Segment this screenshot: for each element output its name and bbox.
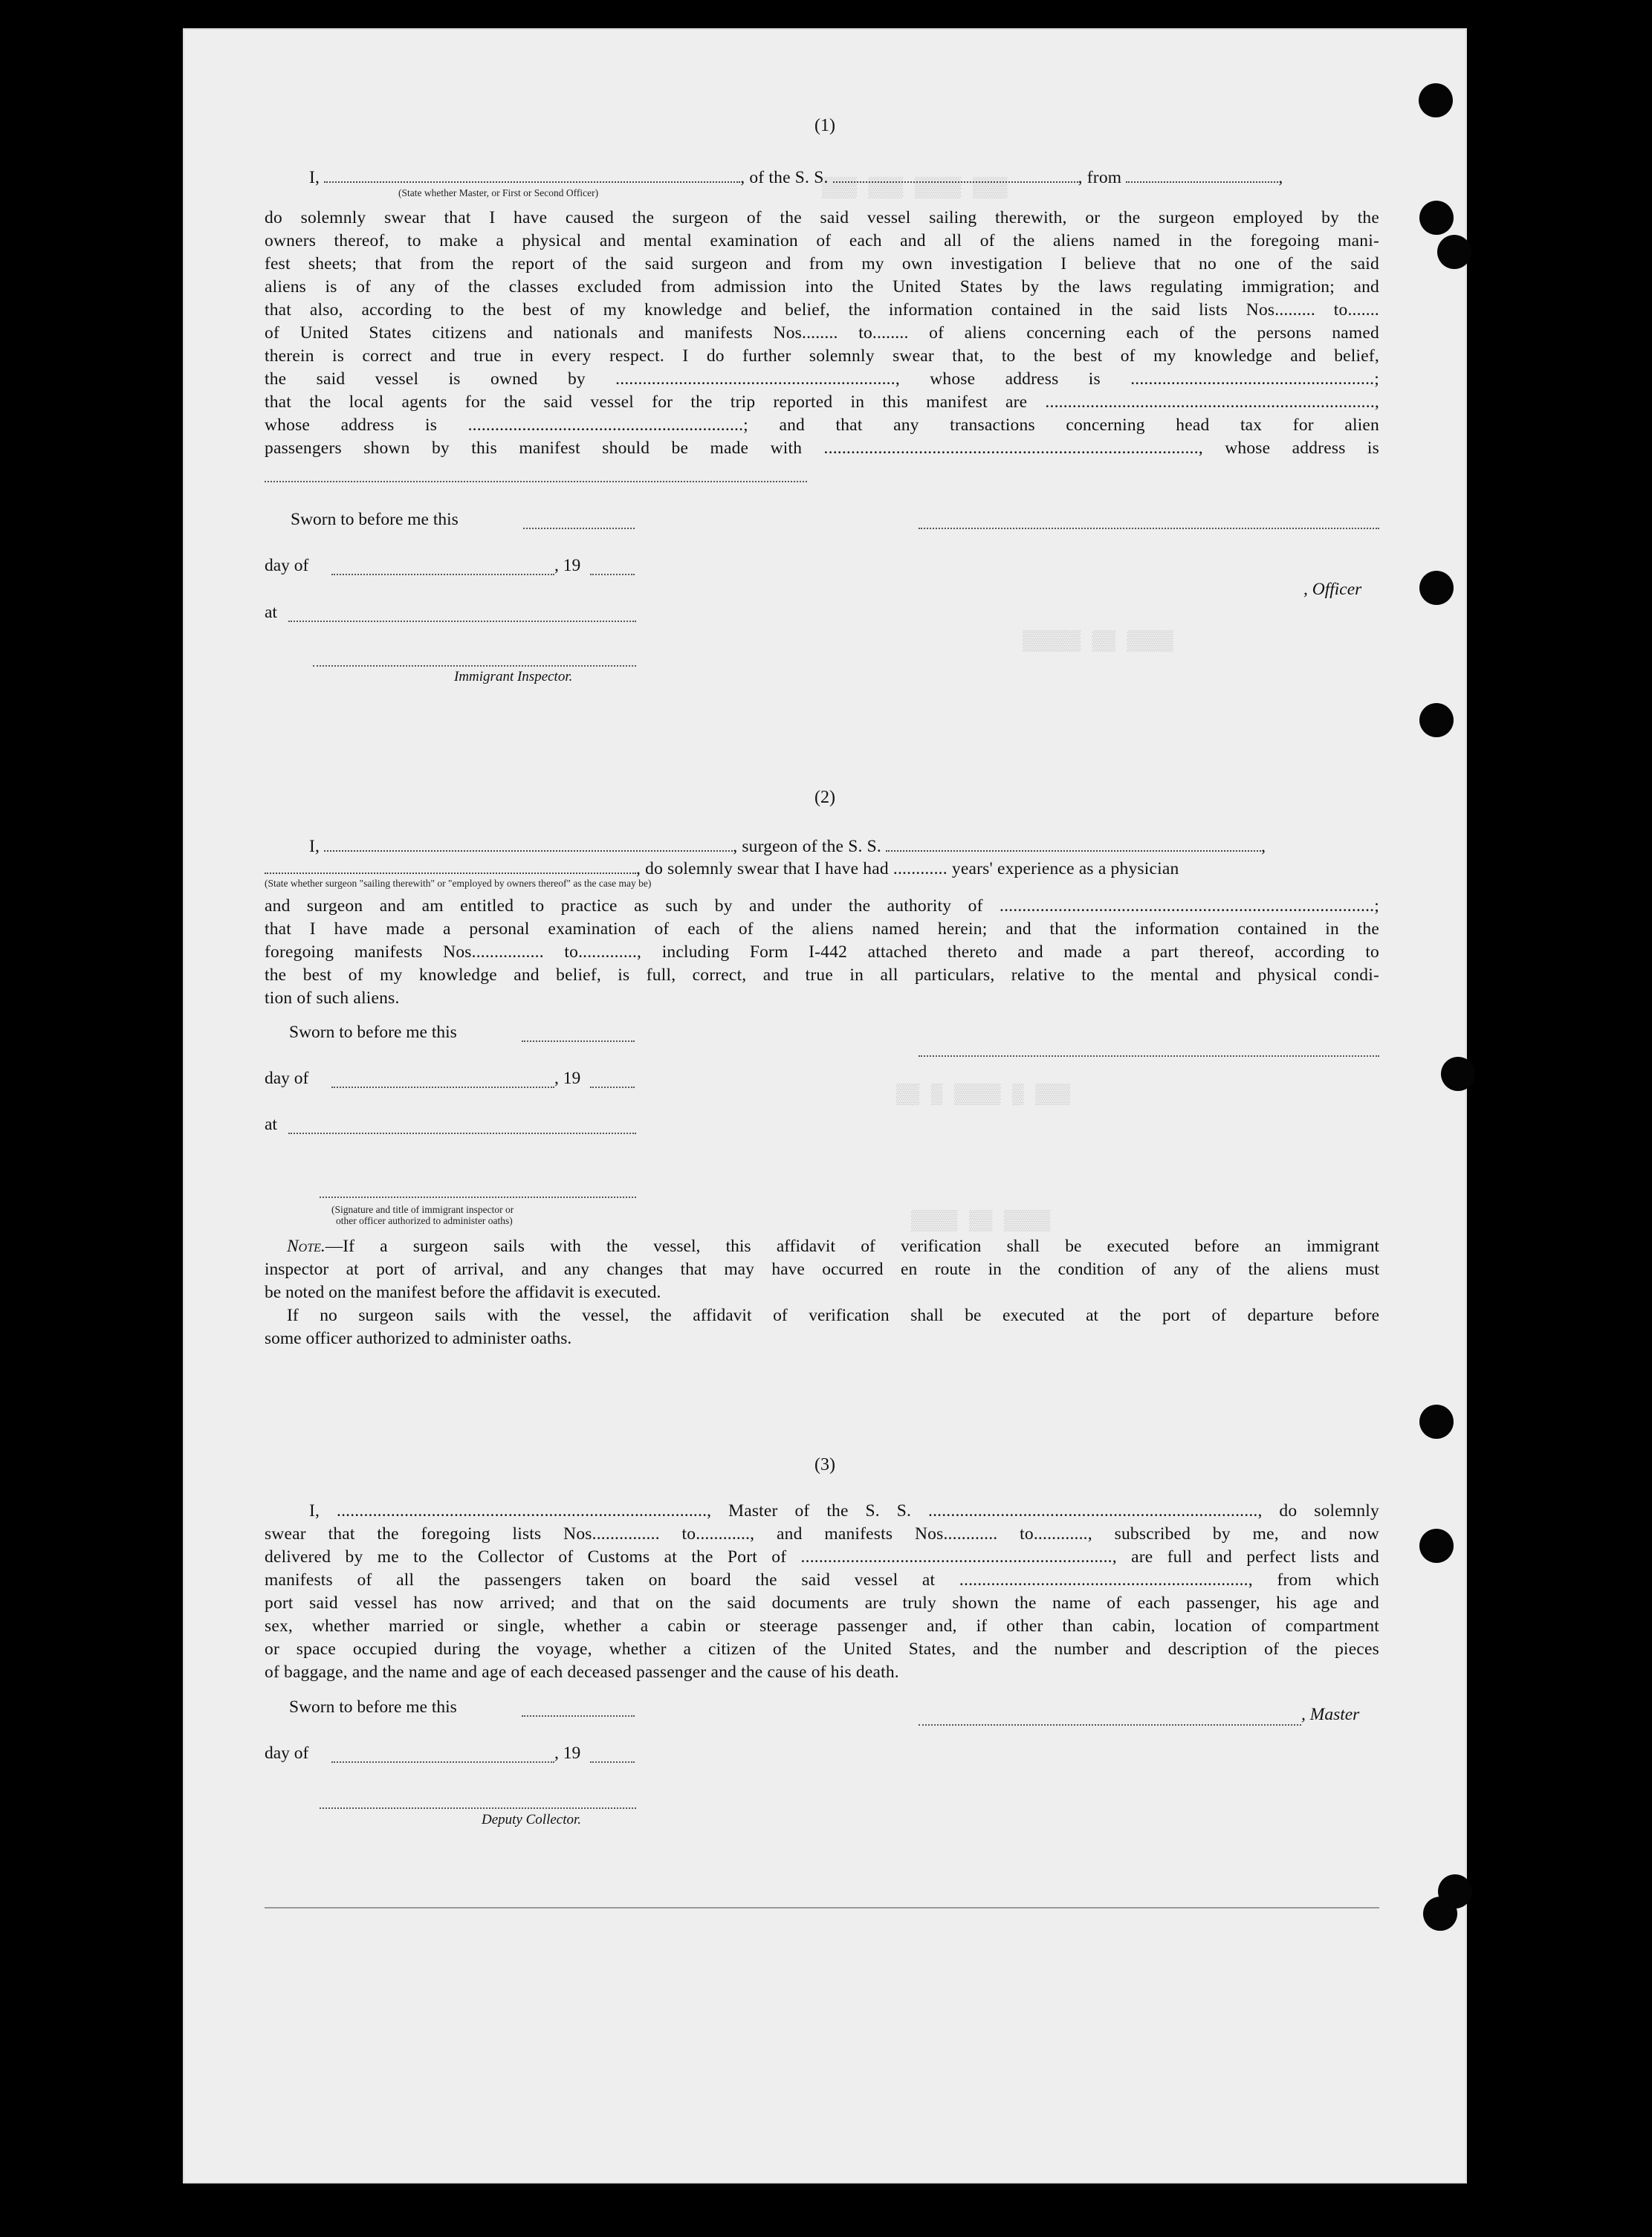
sworn-label: Sworn to before me this — [291, 510, 459, 529]
section-2-body — [265, 895, 1379, 987]
paragraph-line: foregoing manifests Nos................ to............., including Form I-442 attached thereto and made a part thereof, according to — [265, 942, 1379, 962]
surgeon-vessel-label: , surgeon of the S. S. — [733, 837, 881, 856]
binder-hole — [1419, 1529, 1454, 1563]
deputy-collector-title: Deputy Collector. — [482, 1812, 582, 1828]
inspector-title: Immigrant Inspector. — [454, 669, 573, 684]
note-line: If no surgeon sails with the vessel, the affidavit of verification shall be executed at the port of departure before — [287, 1306, 1379, 1325]
paragraph-line: of United States citizens and nationals and manifests Nos........ to........ of aliens concerning each of the persons named — [265, 323, 1379, 343]
bottom-rule — [265, 1907, 1379, 1909]
departure-port-field[interactable] — [1126, 168, 1278, 183]
year-field[interactable] — [590, 1085, 635, 1088]
authorized-officer-caption-1: (Signature and title of immigrant inspector or — [331, 1204, 514, 1215]
sworn-date-field[interactable] — [523, 526, 635, 529]
day-of-label: day of — [265, 556, 309, 575]
year-label: , 19 — [554, 1069, 581, 1088]
authorized-officer-caption-2: other officer authorized to administer oaths) — [336, 1215, 513, 1226]
deputy-collector-signature-line[interactable] — [320, 1806, 636, 1809]
binder-hole — [1419, 703, 1454, 737]
binder-hole — [1423, 1897, 1457, 1931]
note-last-line: some officer authorized to administer oaths. — [265, 1329, 572, 1348]
note-last-line: be noted on the manifest before the affidavit is executed. — [265, 1283, 661, 1302]
paragraph-line: the said vessel is owned by .............................................................., whose address is ......................................................; — [265, 369, 1379, 389]
section-3-last-line: of baggage, and the name and age of each deceased passenger and the cause of his death. — [265, 1663, 899, 1682]
binder-hole — [1441, 1057, 1475, 1091]
paragraph-line: sex, whether married or single, whether a cabin or steerage passenger and, if other than cabin, location of compartment — [265, 1616, 1379, 1636]
bleed-through-mark: ▒▒▒ ▒▒▒ ▒▒▒▒ ▒▒▒ — [822, 177, 1008, 199]
paragraph-line: therein is correct and true in every respect. I do further solemnly swear that, to the best of my knowledge and belief, — [265, 346, 1379, 366]
oath-prefix: I, — [309, 168, 320, 187]
note-line: inspector at port of arrival, and any changes that may have occurred en route in the condition of any of the aliens must — [265, 1260, 1379, 1279]
vessel-label: , of the S. S. — [740, 168, 829, 187]
paragraph-line: that also, according to the best of my knowledge and belief, the information contained in the said lists Nos......... to....... — [265, 300, 1379, 320]
paragraph-line: I, .................................................................................., Master of the S. S. ........................................................................., do solemnly — [309, 1501, 1379, 1521]
year-field[interactable] — [590, 572, 635, 575]
binder-hole — [1419, 201, 1454, 235]
manifest-sheet — [183, 28, 1467, 2183]
section-2-last-line: tion of such aliens. — [265, 988, 400, 1008]
paragraph-line: fest sheets; that from the report of the said surgeon and from my own investigation I believe that no one of the said — [265, 254, 1379, 273]
officer-title: , Officer — [1303, 580, 1362, 599]
master-title: , Master — [1301, 1705, 1360, 1724]
binder-hole — [1419, 1405, 1454, 1439]
paragraph-line: delivered by me to the Collector of Customs at the Port of ....................................................................., are full and perfect lists and — [265, 1547, 1379, 1567]
bleed-through-mark: ▒▒▒▒▒ ▒▒ ▒▒▒▒ — [1023, 630, 1173, 653]
year-field[interactable] — [590, 1760, 635, 1763]
sworn-label: Sworn to before me this — [289, 1697, 457, 1717]
paragraph-line: that the local agents for the said vessel for the trip reported in this manifest are ........................................................................., — [265, 392, 1379, 412]
sworn-date-field[interactable] — [522, 1039, 635, 1042]
experience-text: , do solemnly swear that I have had ............ years' experience as a physician — [636, 859, 1179, 878]
address-continuation-line[interactable] — [265, 479, 807, 482]
master-signature-line[interactable] — [919, 1723, 1301, 1726]
year-label: , 19 — [554, 556, 581, 575]
paragraph-line: and surgeon and am entitled to practice as such by and under the authority of ...................................................................................; — [265, 896, 1379, 916]
day-of-field[interactable] — [331, 1085, 554, 1088]
binder-hole — [1419, 83, 1453, 117]
section-3-number: (3) — [814, 1455, 835, 1474]
inspector-signature-line[interactable] — [313, 664, 636, 667]
paragraph-line: whose address is .............................................................; and that any transactions concerning head tax for alien — [265, 415, 1379, 435]
paragraph-line: do solemnly swear that I have caused the surgeon of the said vessel sailing therewith, or the surgeon employed by the — [265, 208, 1379, 227]
officer-rank-caption: (State whether Master, or First or Second Officer) — [398, 187, 599, 198]
from-label: , from — [1078, 168, 1122, 187]
at-place-field[interactable] — [288, 1131, 636, 1134]
surgeon-status-field[interactable] — [265, 859, 636, 874]
section-1-number: (1) — [814, 116, 835, 135]
sworn-date-field[interactable] — [522, 1714, 635, 1717]
section-2-number: (2) — [814, 788, 835, 807]
surgeon-vessel-field[interactable] — [886, 837, 1261, 852]
at-label: at — [265, 1115, 277, 1134]
note-line: —If a surgeon sails with the vessel, this affidavit of verification shall be executed before an immigrant — [325, 1237, 1379, 1256]
section-2-first-line: I, , surgeon of the S. S. , — [309, 837, 1266, 856]
paragraph-line: or space occupied during the voyage, whether a citizen of the United States, and the number and description of the pieces — [265, 1639, 1379, 1659]
surgeon-status-caption: (State whether surgeon "sailing therewith" or "employed by owners thereof" as the case may be) — [265, 878, 652, 889]
surgeon-name-field[interactable] — [324, 837, 733, 852]
day-of-field[interactable] — [331, 572, 554, 575]
paragraph-line: aliens is of any of the classes excluded from admission into the United States by the laws regulating immigration; and — [265, 277, 1379, 297]
day-of-label: day of — [265, 1069, 309, 1088]
paragraph-line: passengers shown by this manifest should be made with ..................................................................................., whose address is — [265, 438, 1379, 458]
day-of-label: day of — [265, 1744, 309, 1763]
day-of-field[interactable] — [331, 1760, 554, 1763]
bleed-through-mark: ▒▒▒▒ ▒▒ ▒▒▒▒ — [911, 1210, 1051, 1232]
oath-prefix: I, — [309, 837, 320, 856]
paragraph-line: port said vessel has now arrived; and that on the said documents are truly shown the name of each passenger, his age and — [265, 1593, 1379, 1613]
year-label: , 19 — [554, 1744, 581, 1763]
binder-hole — [1437, 235, 1471, 269]
authorized-officer-signature-line[interactable] — [320, 1195, 636, 1198]
officer-rank-field[interactable] — [324, 168, 740, 183]
section-1-first-line: I, , of the S. S. , from , — [309, 168, 1283, 187]
surgeon-signature-line[interactable] — [919, 1054, 1379, 1057]
paragraph-line: swear that the foregoing lists Nos............... to............, and manifests Nos............ to............, subscribed by me, and now — [265, 1524, 1379, 1544]
paragraph-line: that I have made a personal examination of each of the aliens named herein; and that the information contained in the — [265, 919, 1379, 939]
note-lead: Note. — [287, 1237, 325, 1256]
paragraph-line: manifests of all the passengers taken on board the said vessel at ................................................................, from which — [265, 1570, 1379, 1590]
at-label: at — [265, 603, 277, 622]
section-3-body — [265, 1500, 1379, 1661]
sworn-label: Sworn to before me this — [289, 1023, 457, 1042]
bleed-through-mark: ▒▒ ▒ ▒▒▒▒ ▒ ▒▒▒ — [896, 1084, 1071, 1106]
officer-signature-line[interactable] — [919, 526, 1379, 529]
section-1-body — [265, 207, 1379, 460]
surgeon-note — [265, 1235, 1379, 1350]
paragraph-line: the best of my knowledge and belief, is full, correct, and true in all particulars, relative to the mental and physical condi- — [265, 965, 1379, 985]
paragraph-line: owners thereof, to make a physical and mental examination of each and all of the aliens named in the foregoing mani- — [265, 231, 1379, 250]
vessel-name-field[interactable] — [833, 168, 1078, 183]
binder-hole — [1419, 571, 1454, 605]
at-place-field[interactable] — [288, 619, 636, 622]
